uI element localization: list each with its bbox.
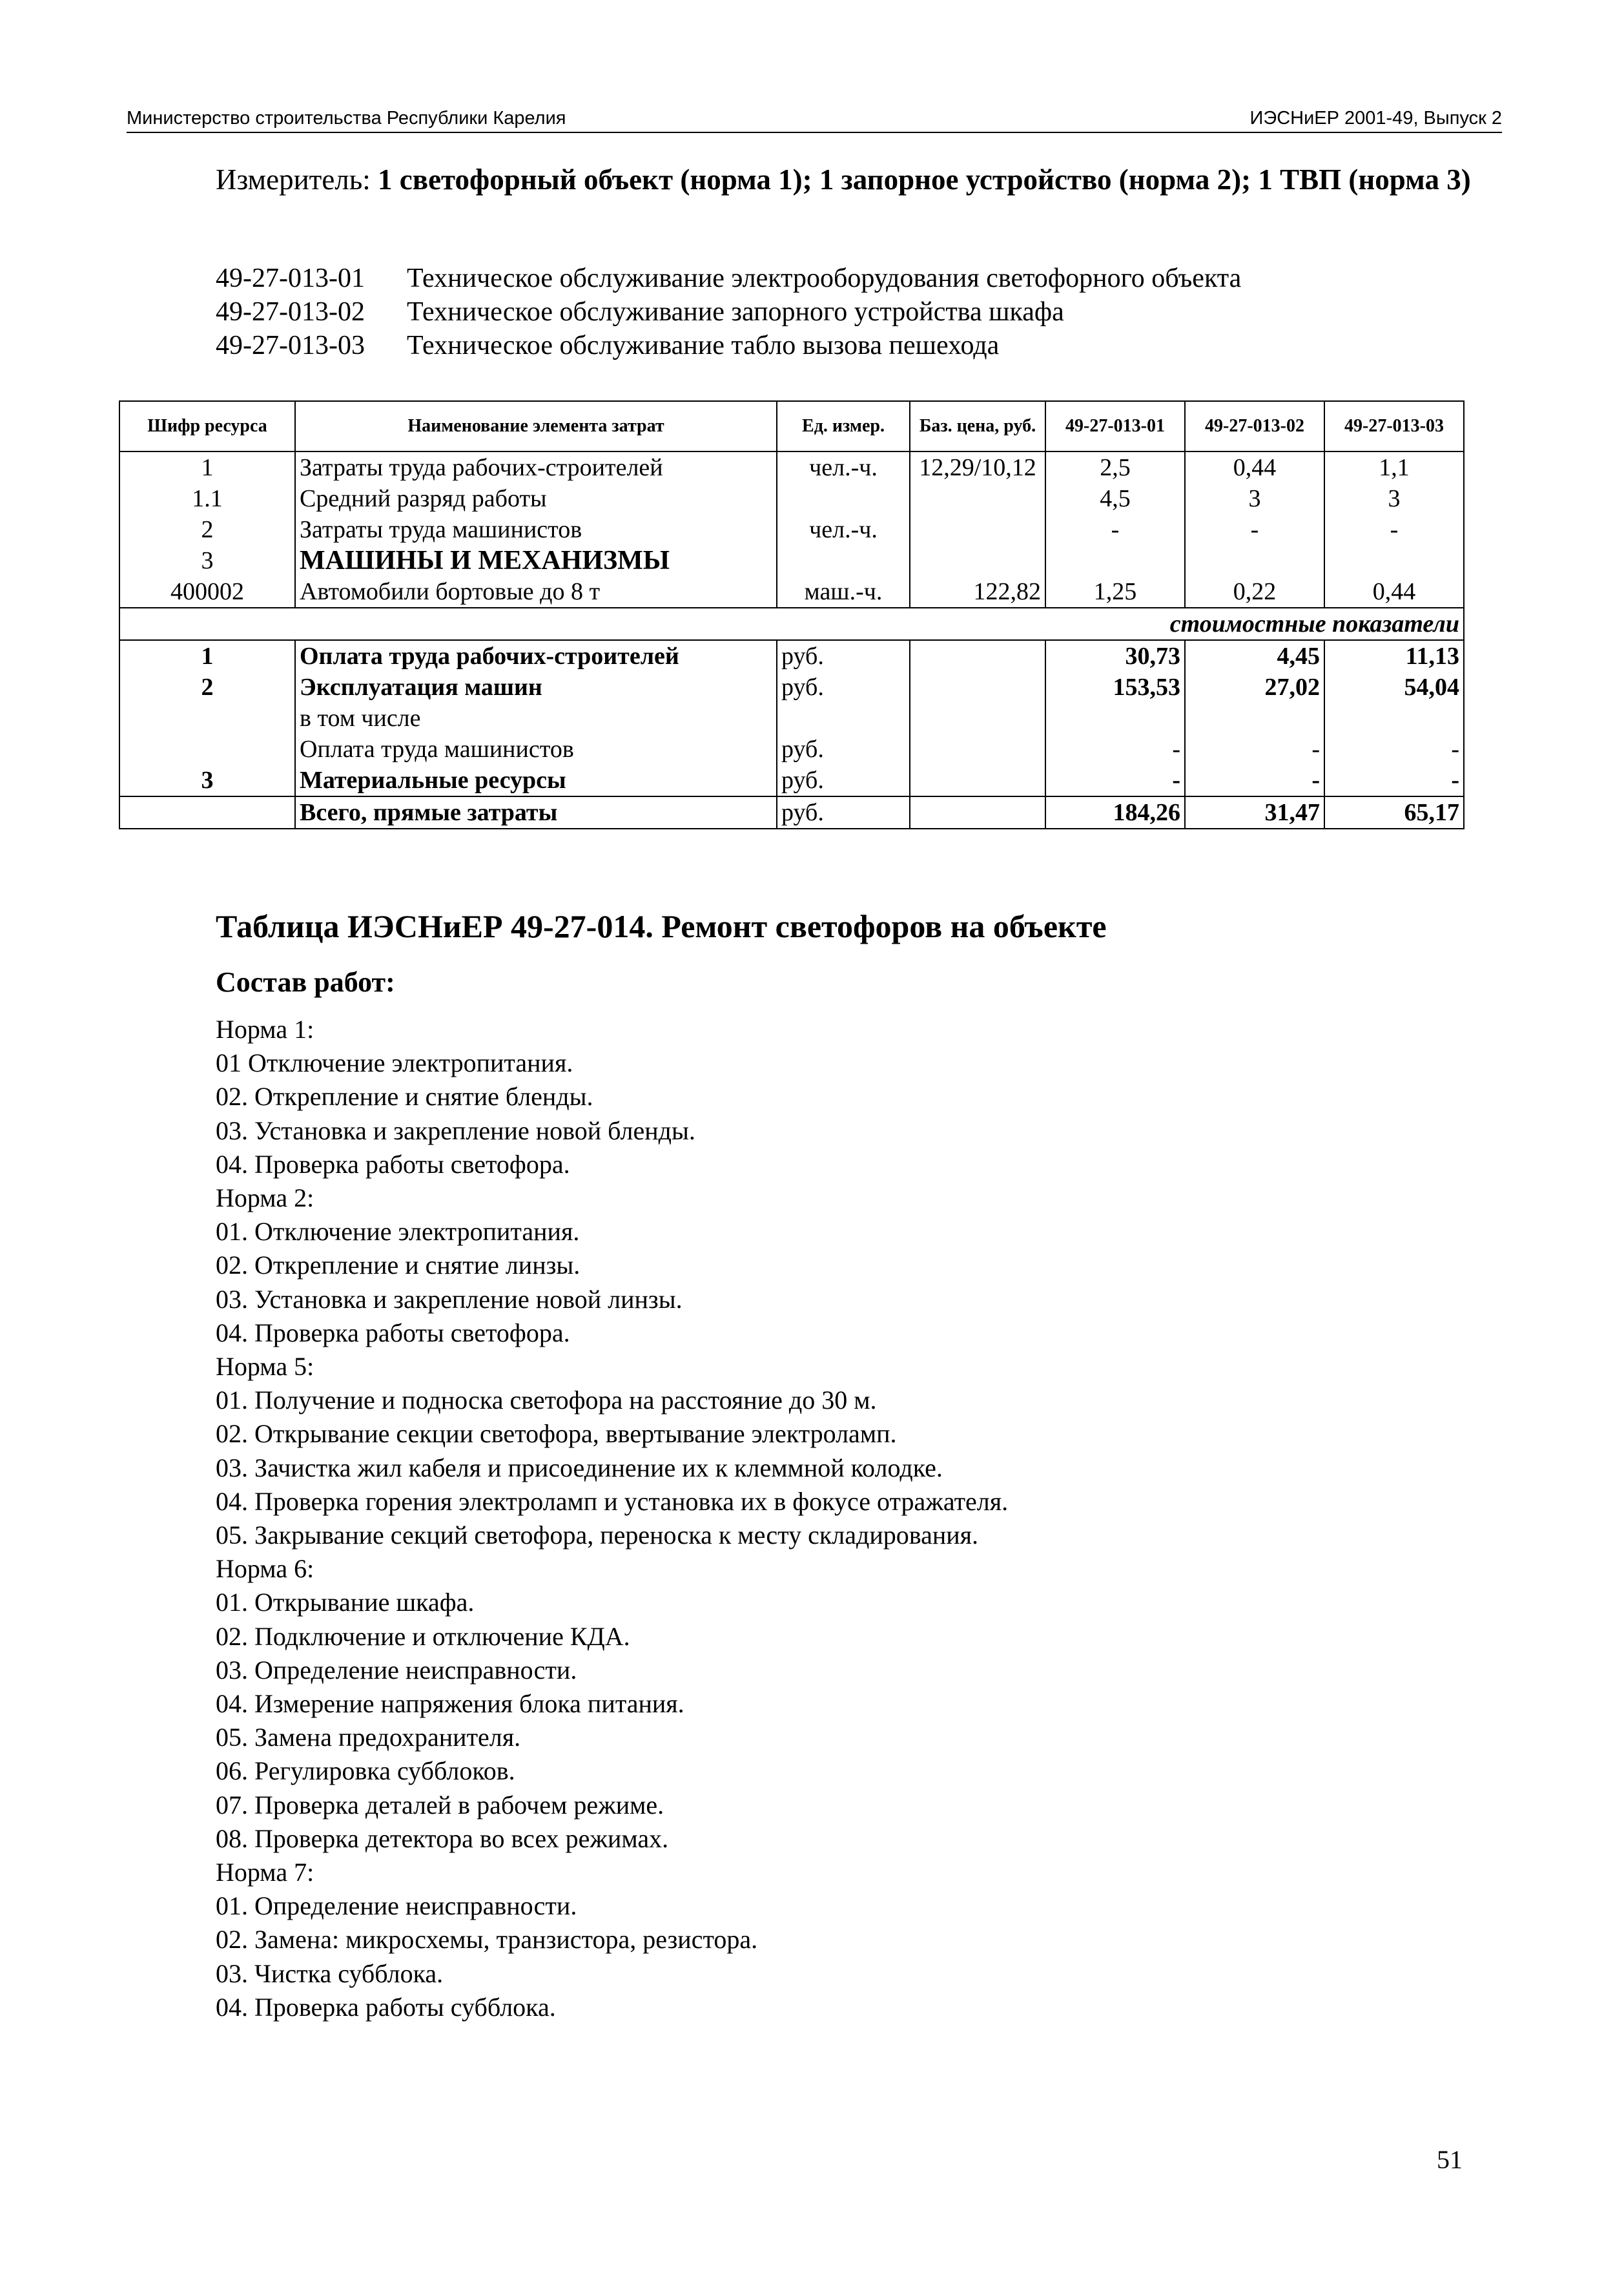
- cell: 4,45: [1185, 640, 1324, 672]
- page-number: 51: [1437, 2145, 1463, 2174]
- list-item: 05. Замена предохранителя.: [216, 1723, 521, 1752]
- list-item: 01. Определение неисправности.: [216, 1891, 577, 1921]
- list-item: 03. Установка и закрепление новой бленды.: [216, 1115, 695, 1145]
- cell: [910, 640, 1045, 672]
- list-item: 02. Открепление и снятие линзы.: [216, 1250, 581, 1280]
- cell: -: [1324, 734, 1464, 765]
- cell: -: [1324, 765, 1464, 796]
- list-item: 01. Открывание шкафа.: [216, 1588, 475, 1617]
- list-item: Норма 6:: [216, 1554, 314, 1584]
- cell: Оплата труда машинистов: [295, 734, 777, 765]
- cell: Автомобили бортовые до 8 т: [295, 576, 777, 608]
- cell: Оплата труда рабочих-строителей: [295, 640, 777, 672]
- col-header: Наименование элемента затрат: [295, 401, 777, 451]
- cell: в том числе: [295, 703, 777, 734]
- cell: [910, 514, 1045, 545]
- cell: 4,5: [1045, 483, 1185, 514]
- code-list: [216, 262, 1241, 362]
- col-header: 49-27-013-03: [1324, 401, 1464, 451]
- list-item: 02. Подключение и отключение КДА.: [216, 1621, 630, 1651]
- list-item: 03. Установка и закрепление новой линзы.: [216, 1284, 683, 1314]
- cell: Затраты труда рабочих-строителей: [295, 451, 777, 483]
- col-header: 49-27-013-01: [1045, 401, 1185, 451]
- cell: Эксплуатация машин: [295, 672, 777, 703]
- cell: [1185, 703, 1324, 734]
- work-list: [216, 1013, 1008, 2024]
- table-row: [119, 672, 1464, 703]
- cell: 11,13: [1324, 640, 1464, 672]
- list-item: 04. Проверка работы светофора.: [216, 1149, 570, 1179]
- table-row: [119, 483, 1464, 514]
- list-item: 05. Закрывание секций светофора, переноска к месту складирования.: [216, 1520, 979, 1550]
- cell: [910, 703, 1045, 734]
- col-header: Баз. цена, руб.: [910, 401, 1045, 451]
- list-item: 03. Зачистка жил кабеля и присоединение их к клеммной колодке.: [216, 1453, 943, 1482]
- section-title: Таблица ИЭСНиЕР 49-27-014. Ремонт светофоров на объекте: [216, 908, 1107, 944]
- cell: 1,25: [1045, 576, 1185, 608]
- cell: -: [1045, 765, 1185, 796]
- measure-line: [216, 161, 1501, 198]
- list-item: 04. Проверка горения электроламп и установка их в фокусе отражателя.: [216, 1486, 1009, 1516]
- cell: 12,29/10,12: [910, 451, 1045, 483]
- cell: руб.: [777, 640, 910, 672]
- list-item: 04. Измерение напряжения блока питания.: [216, 1689, 684, 1719]
- cost-label-row: [119, 608, 1464, 640]
- section-subtitle: Состав работ:: [216, 966, 395, 998]
- list-item: 08. Проверка детектора во всех режимах.: [216, 1823, 669, 1853]
- list-item: Норма 7:: [216, 1858, 314, 1887]
- cell: 54,04: [1324, 672, 1464, 703]
- cell: 0,44: [1185, 451, 1324, 483]
- cell: руб.: [777, 796, 910, 829]
- cell: [910, 672, 1045, 703]
- cell: -: [1045, 734, 1185, 765]
- list-item: 01 Отключение электропитания.: [216, 1048, 573, 1078]
- cell: руб.: [777, 672, 910, 703]
- code-item: [216, 262, 1241, 295]
- cell: [1324, 545, 1464, 576]
- code: 49-27-013-01: [216, 264, 365, 293]
- cell: Материальные ресурсы: [295, 765, 777, 796]
- cell: 184,26: [1045, 796, 1185, 829]
- code: 49-27-013-02: [216, 297, 365, 327]
- cell: [910, 545, 1045, 576]
- table-row: [119, 514, 1464, 545]
- cell: 2: [119, 672, 295, 703]
- code-text: Техническое обслуживание табло вызова пешехода: [407, 331, 1000, 360]
- cell: -: [1045, 514, 1185, 545]
- cell: [1045, 703, 1185, 734]
- cell: [777, 483, 910, 514]
- cell: 3: [1324, 483, 1464, 514]
- measure-text: 1 светофорный объект (норма 1); 1 запорное устройство (норма 2); 1 ТВП (норма 3): [378, 163, 1471, 196]
- code-item: [216, 295, 1241, 329]
- cell: чел.-ч.: [777, 514, 910, 545]
- list-item: 04. Проверка работы светофора.: [216, 1318, 570, 1347]
- cell: [910, 765, 1045, 796]
- cell: 30,73: [1045, 640, 1185, 672]
- cell: 27,02: [1185, 672, 1324, 703]
- cell: [910, 796, 1045, 829]
- code-item: [216, 329, 1241, 362]
- code-text: Техническое обслуживание электрооборудования светофорного объекта: [407, 264, 1242, 293]
- cell: 3: [1185, 483, 1324, 514]
- cell: 122,82: [910, 576, 1045, 608]
- table-row: [119, 640, 1464, 672]
- cell: маш.-ч.: [777, 576, 910, 608]
- header-left: Министерство строительства Республики Карелия: [127, 108, 566, 129]
- cell: -: [1185, 765, 1324, 796]
- cell: 3: [119, 765, 295, 796]
- list-item: Норма 2:: [216, 1183, 314, 1213]
- cell: 3: [119, 545, 295, 576]
- cell: [1045, 545, 1185, 576]
- cell: 0,44: [1324, 576, 1464, 608]
- list-item: 07. Проверка деталей в рабочем режиме.: [216, 1790, 664, 1820]
- cell: [777, 545, 910, 576]
- cell: Средний разряд работы: [295, 483, 777, 514]
- list-item: 02. Замена: микросхемы, транзистора, резистора.: [216, 1925, 758, 1955]
- cell: 2,5: [1045, 451, 1185, 483]
- table-row: [119, 451, 1464, 483]
- cell: 1,1: [1324, 451, 1464, 483]
- table-row: [119, 734, 1464, 765]
- cell: чел.-ч.: [777, 451, 910, 483]
- list-item: 01. Получение и подноска светофора на расстояние до 30 м.: [216, 1385, 877, 1415]
- cell: [910, 734, 1045, 765]
- list-item: 03. Определение неисправности.: [216, 1655, 577, 1685]
- table-header-row: [119, 401, 1464, 451]
- cost-label: стоимостные показатели: [119, 608, 1464, 640]
- cell: руб.: [777, 734, 910, 765]
- code: 49-27-013-03: [216, 331, 365, 360]
- cell: 1: [119, 640, 295, 672]
- cell: [910, 483, 1045, 514]
- list-item: 02. Открывание секции светофора, ввертывание электроламп.: [216, 1419, 897, 1449]
- list-item: 01. Отключение электропитания.: [216, 1217, 580, 1247]
- col-header: Шифр ресурса: [119, 401, 295, 451]
- cell: [119, 734, 295, 765]
- code-text: Техническое обслуживание запорного устройства шкафа: [407, 297, 1064, 327]
- cell: [777, 703, 910, 734]
- measure-label: Измеритель:: [216, 163, 371, 196]
- table-row: [119, 576, 1464, 608]
- cell: -: [1185, 514, 1324, 545]
- cell: 153,53: [1045, 672, 1185, 703]
- table-row: [119, 703, 1464, 734]
- list-item: 06. Регулировка субблоков.: [216, 1756, 515, 1786]
- cell: 0,22: [1185, 576, 1324, 608]
- cell: 400002: [119, 576, 295, 608]
- cell: [119, 703, 295, 734]
- cell: МАШИНЫ И МЕХАНИЗМЫ: [295, 545, 777, 576]
- total-row: [119, 796, 1464, 829]
- list-item: Норма 5:: [216, 1352, 314, 1382]
- table-row: [119, 765, 1464, 796]
- cell: 65,17: [1324, 796, 1464, 829]
- cell: Всего, прямые затраты: [295, 796, 777, 829]
- list-item: 03. Чистка субблока.: [216, 1958, 444, 1988]
- cell: [1324, 703, 1464, 734]
- cell: 31,47: [1185, 796, 1324, 829]
- col-header: Ед. измер.: [777, 401, 910, 451]
- cell: -: [1324, 514, 1464, 545]
- list-item: 02. Открепление и снятие бленды.: [216, 1082, 593, 1112]
- cell: 2: [119, 514, 295, 545]
- col-header: 49-27-013-02: [1185, 401, 1324, 451]
- cell: [119, 796, 295, 829]
- list-item: 04. Проверка работы субблока.: [216, 1992, 556, 2022]
- page-header: [127, 105, 1502, 133]
- header-right: ИЭСНиЕР 2001-49, Выпуск 2: [1249, 108, 1502, 129]
- cell: руб.: [777, 765, 910, 796]
- cell: 1.1: [119, 483, 295, 514]
- cell: [1185, 545, 1324, 576]
- table-row: [119, 545, 1464, 576]
- resource-table: [119, 400, 1465, 829]
- list-item: Норма 1:: [216, 1015, 314, 1044]
- cell: Затраты труда машинистов: [295, 514, 777, 545]
- cell: -: [1185, 734, 1324, 765]
- cell: 1: [119, 451, 295, 483]
